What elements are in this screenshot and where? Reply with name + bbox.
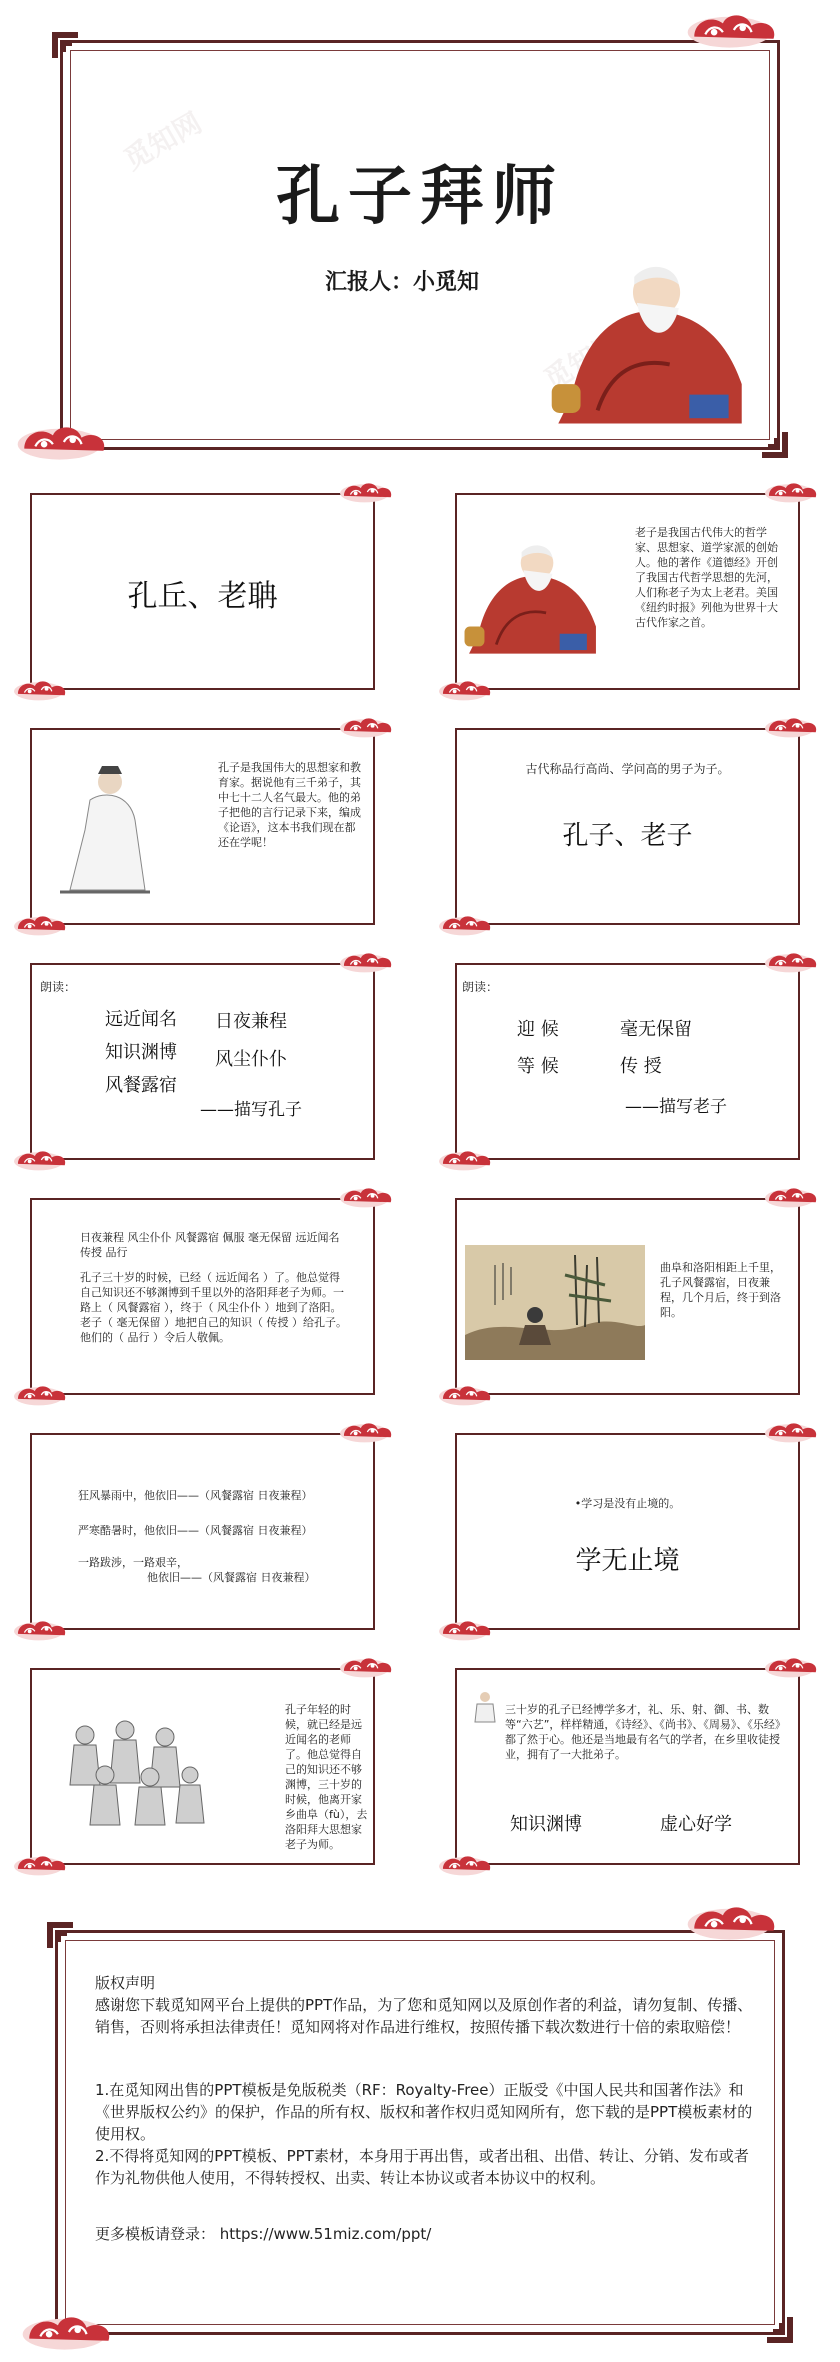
slide-laozi-name (20, 485, 385, 700)
watermark: 觅知网 (118, 106, 208, 177)
cloud-icon (437, 912, 497, 938)
cloud-icon (763, 1654, 823, 1680)
cloud-icon (763, 1184, 823, 1210)
word: 传 授 (620, 1056, 662, 1077)
zi-note: 古代称品行高尚、学问高的男子为子。 (525, 762, 730, 776)
cloud-icon (338, 949, 398, 975)
caption: ——描写孔子 (200, 1100, 302, 1120)
slide-frame (455, 1433, 800, 1630)
cloud-icon (437, 1852, 497, 1878)
cloud-icon (338, 1419, 398, 1445)
weather-line: 他依旧——（风餐露宿 日夜兼程） (147, 1571, 316, 1584)
thirty-text: 三十岁的孔子已经博学多才，礼、乐、射、御、书、数等“六艺”，样样精通，《诗经》、《尚书》、《周易》、《乐经》都了然于心。他还是当地最有名气的学者，在乡里收徒授业，拥有了一大批弟子。 (505, 1703, 786, 1761)
copyright-slide (20, 1905, 820, 2350)
slide-frame (455, 1668, 800, 1865)
cloud-icon (437, 1147, 497, 1173)
word: 风尘仆仆 (215, 1049, 287, 1070)
cloud-icon (437, 1382, 497, 1408)
cloud-icon (338, 714, 398, 740)
copyright-paragraph: 感谢您下载觅知网平台上提供的PPT作品，为了您和觅知网以及原创作者的利益，请勿复制、传播、销售，否则将承担法律责任！觅知网将对作品进行维权，按照传播下载次数进行十倍的索取赔偿！ (95, 1996, 753, 2036)
slide-read-laozi (445, 955, 810, 1170)
journey-painting (465, 1245, 645, 1360)
cloud-icon (680, 8, 790, 52)
cloud-icon (437, 1617, 497, 1643)
weather-line: 严寒酷暑时，他依旧——（风餐露宿 日夜兼程） (78, 1524, 313, 1537)
word: 日夜兼程 (215, 1011, 287, 1032)
more-templates-link[interactable]: 更多模板请登录： https://www.51miz.com/ppt/ (95, 2225, 432, 2243)
reporter-label: 汇报人：小觅知 (325, 269, 480, 295)
slide-zi (445, 720, 810, 935)
fill-body: 孔子三十岁的时候，已经（ 远近闻名 ）了。他总觉得自己知识还不够渊博到千里以外的洛阳拜老子为师。一路上（ 风餐露宿 ），终于（ 风尘仆仆 ）地到了洛阳。老子（ 毫无保留 ）地把自己的知识（ 传授 ）给孔子。他们的（ 品行 ）令后人敬佩。 (80, 1271, 347, 1344)
corner-knot-icon (765, 2315, 795, 2345)
copyright-paragraph: 1.在觅知网出售的PPT模板是免版税类（RF：Royalty-Free）正版受《中国人民共和国著作法》和《世界版权公约》的保护，作品的所有权、版权和著作权归觅知网所有，您下载的是PPT模板素材的使用权。 (95, 2081, 753, 2143)
corner-knot-icon (760, 430, 790, 460)
slide-journey (445, 1190, 810, 1405)
page-title: 孔子拜师 (276, 159, 564, 234)
scholar-icon (473, 1690, 497, 1724)
watermark: 觅知网 (538, 326, 628, 397)
laozi-intro-text: 老子是我国古代伟大的哲学家、思想家、道学家派的创始人。他的著作《道德经》开创了我国古代哲学思想的先河，人们称老子为太上老君。美国《纽约时报》列他为世界十大古代作家之首。 (635, 526, 778, 629)
slide-read-confucius (20, 955, 385, 1170)
journey-text: 曲阜和洛阳相距上千里，孔子风餐露宿，日夜兼程，几个月后，终于到洛阳。 (660, 1261, 781, 1319)
slide-laozi-intro (445, 485, 810, 700)
slide-young (20, 1660, 385, 1875)
word: 知识渊博 (510, 1814, 582, 1835)
cloud-icon (763, 479, 823, 505)
word: 毫无保留 (620, 1019, 692, 1040)
slide-endless (445, 1425, 810, 1640)
cloud-icon (338, 1184, 398, 1210)
word: 风餐露宿 (105, 1075, 177, 1096)
slide-weather (20, 1425, 385, 1640)
caption: ——描写老子 (625, 1097, 727, 1117)
endless-phrase: 学无止境 (575, 1546, 680, 1576)
word-bank: 日夜兼程 风尘仆仆 风餐露宿 佩服 毫无保留 远近闻名 传授 品行 (80, 1231, 340, 1259)
cloud-icon (680, 1900, 790, 1944)
cloud-icon (15, 2310, 125, 2354)
disciples-illustration (60, 1715, 210, 1830)
word: 虚心好学 (660, 1814, 732, 1835)
corner-knot-icon (45, 1920, 75, 1950)
endless-note: •学习是没有止境的。 (574, 1497, 681, 1510)
slide-frame (30, 963, 375, 1160)
cloud-icon (12, 677, 72, 703)
weather-line: 狂风暴雨中，他依旧——（风餐露宿 日夜兼程） (78, 1489, 313, 1502)
cloud-icon (12, 1852, 72, 1878)
read-label: 朗读： (462, 980, 499, 994)
copyright-heading: 版权声明 (95, 1974, 156, 1992)
cloud-icon (437, 677, 497, 703)
cloud-icon (338, 479, 398, 505)
cloud-icon (10, 420, 120, 464)
slide-confucius-intro (20, 720, 385, 935)
word: 知识渊博 (105, 1042, 177, 1063)
names-heading: 孔丘、老聃 (127, 579, 278, 614)
laozi-illustration (460, 525, 605, 660)
word: 迎 候 (517, 1019, 559, 1040)
confucius-intro-text: 孔子是我国伟大的思想家和教育家。据说他有三千弟子，其中七十二人名气最大。他的弟子把他的言行记录下来，编成《论语》，这本书我们现在都还在学呢！ (218, 761, 361, 849)
zi-names: 孔子、老子 (562, 821, 693, 851)
corner-knot-icon (50, 30, 80, 60)
cloud-icon (12, 1617, 72, 1643)
word: 远近闻名 (105, 1009, 177, 1030)
young-text: 孔子年轻的时候，就已经是远近闻名的老师了。他总觉得自己的知识还不够渊博，三十岁的时候，他离开家乡曲阜（fù），去洛阳拜大思想家老子为师。 (285, 1703, 368, 1851)
cloud-icon (763, 949, 823, 975)
cloud-icon (338, 1654, 398, 1680)
cloud-icon (763, 1419, 823, 1445)
copyright-paragraph: 2.不得将觅知网的PPT模板、PPT素材，本身用于再出售，或者出租、出借、转让、分销、发布或者作为礼物供他人使用，不得转授权、出卖、转让本协议或者本协议中的权利。 (95, 2147, 749, 2187)
slide-fill-blanks (20, 1190, 385, 1405)
cloud-icon (763, 714, 823, 740)
confucius-illustration (50, 760, 160, 900)
cloud-icon (12, 912, 72, 938)
cover-slide (20, 20, 820, 460)
laozi-illustration (545, 240, 755, 430)
cloud-icon (12, 1147, 72, 1173)
read-label: 朗读： (40, 980, 77, 994)
weather-line: 一路跋涉，一路艰辛， (78, 1556, 188, 1569)
cloud-icon (12, 1382, 72, 1408)
slide-thirty (445, 1660, 810, 1875)
word: 等 候 (517, 1056, 559, 1077)
